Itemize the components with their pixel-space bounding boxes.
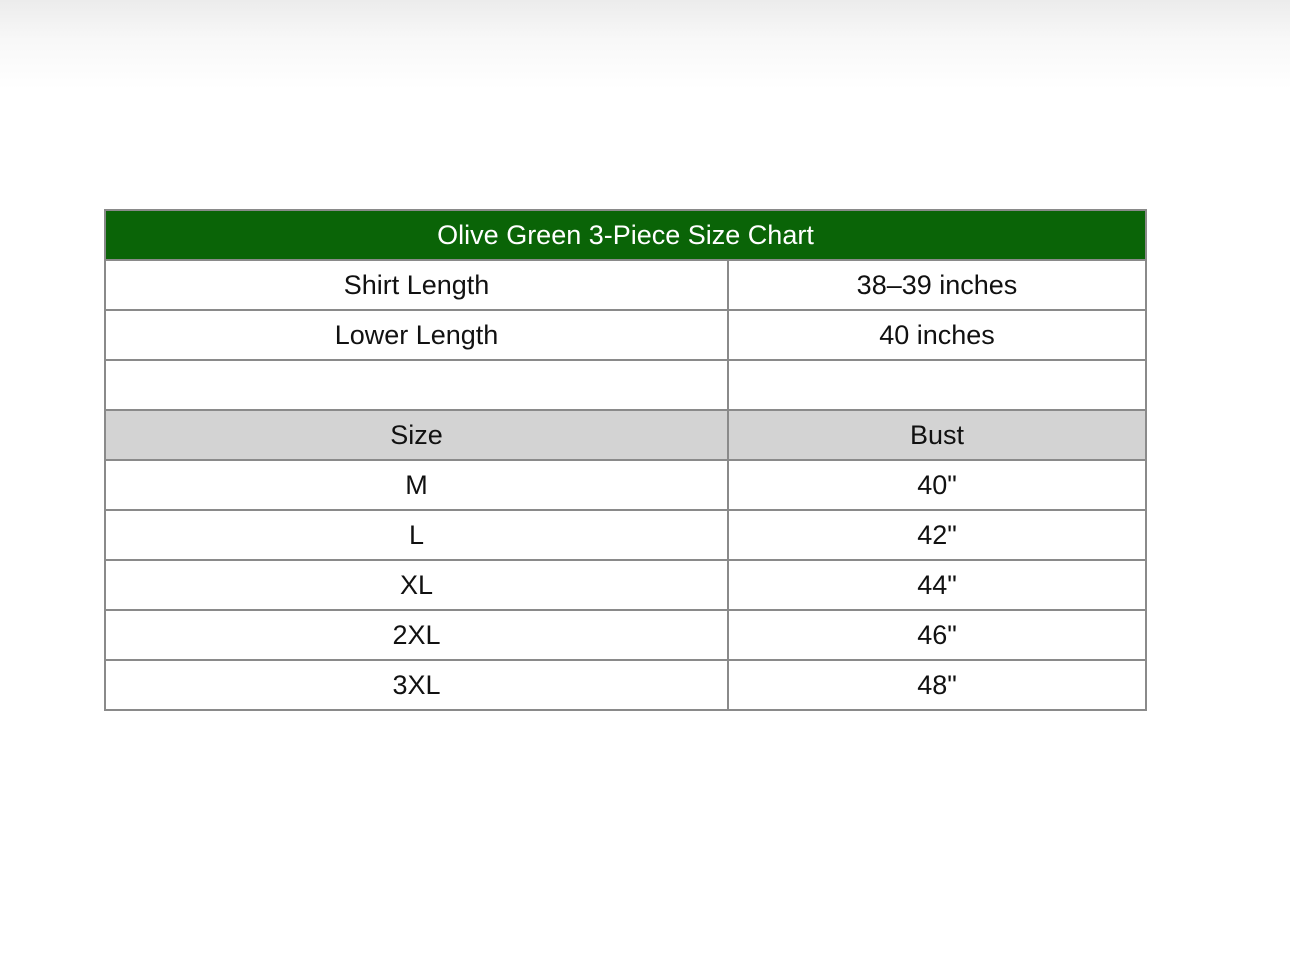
bust-cell: 48": [728, 660, 1146, 710]
table-row: [105, 260, 1146, 310]
size-cell: L: [105, 510, 728, 560]
size-cell: 2XL: [105, 610, 728, 660]
empty-row: [105, 360, 1146, 410]
table-row: [105, 610, 1146, 660]
measurement-value: 40 inches: [728, 310, 1146, 360]
table-row: [105, 510, 1146, 560]
size-cell: M: [105, 460, 728, 510]
size-chart-table: [104, 209, 1147, 711]
table-row: [105, 310, 1146, 360]
bust-cell: 42": [728, 510, 1146, 560]
table-row: [105, 660, 1146, 710]
title-row: [105, 210, 1146, 260]
measurement-label: Shirt Length: [105, 260, 728, 310]
table-row: [105, 460, 1146, 510]
header-row: [105, 410, 1146, 460]
empty-cell: [728, 360, 1146, 410]
size-cell: 3XL: [105, 660, 728, 710]
top-shade: [0, 0, 1290, 90]
size-cell: XL: [105, 560, 728, 610]
bust-cell: 44": [728, 560, 1146, 610]
empty-cell: [105, 360, 728, 410]
table-row: [105, 560, 1146, 610]
bust-column-header: Bust: [728, 410, 1146, 460]
measurement-value: 38–39 inches: [728, 260, 1146, 310]
table-title: Olive Green 3-Piece Size Chart: [105, 210, 1146, 260]
size-column-header: Size: [105, 410, 728, 460]
measurement-label: Lower Length: [105, 310, 728, 360]
bust-cell: 40": [728, 460, 1146, 510]
bust-cell: 46": [728, 610, 1146, 660]
